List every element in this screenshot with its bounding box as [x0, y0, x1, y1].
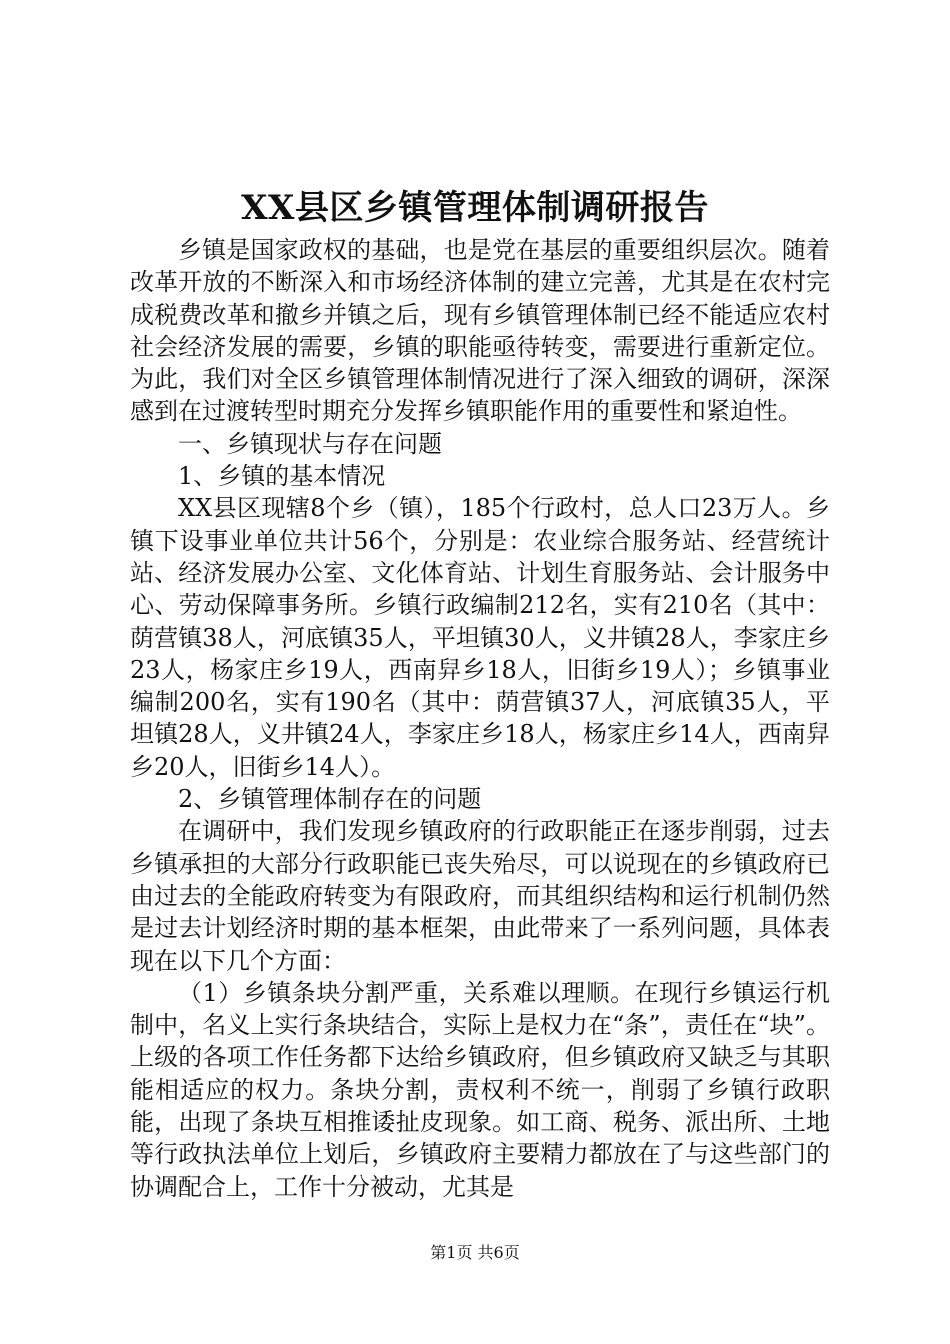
document-body — [130, 234, 830, 1203]
paragraph-basic-info: XX县区现辖8个乡（镇），185个行政村，总人口23万人。乡镇下设事业单位共计56个，分别是：农业综合服务站、经营统计站、经济发展办公室、文化体育站、计划生育服务站、会计服务中心、劳动保障事务所。乡镇行政编制212名，实有210名（其中：荫营镇38人，河底镇35人，平坦镇30人，义井镇28人，李家庄乡23人，杨家庄乡19人，西南舁乡18人，旧街乡19人）；乡镇事业编制200名，实有190名（其中：荫营镇37人，河底镇35人，平坦镇28人，义井镇24人，李家庄乡18人，杨家庄乡14人，西南舁乡20人，旧街乡14人）。 — [130, 494, 830, 781]
paragraph-problem-1: （1）乡镇条块分割严重，关系难以理顺。在现行乡镇运行机制中，名义上实行条块结合，实际上是权力在“条”，责任在“块”。上级的各项工作任务都下达给乡镇政府，但乡镇政府又缺乏与其职能相适应的权力。条块分割，责权利不统一，削弱了乡镇行政职能，出现了条块互相推诿扯皮现象。如工商、税务、派出所、土地等行政执法单位上划后，乡镇政府主要精力都放在了与这些部门的协调配合上，工作十分被动，尤其是 — [130, 978, 830, 1201]
paragraph-problems: 在调研中，我们发现乡镇政府的行政职能正在逐步削弱，过去乡镇承担的大部分行政职能已丧失殆尽，可以说现在的乡镇政府已由过去的全能政府转变为有限政府，而其组织结构和运行机制仍然是过去计划经济时期的基本框架，由此带来了一系列问题，具体表现在以下几个方面： — [130, 817, 830, 975]
paragraph-intro: 乡镇是国家政权的基础，也是党在基层的重要组织层次。随着改革开放的不断深入和市场经济体制的建立完善，尤其是在农村完成税费改革和撤乡并镇之后，现有乡镇管理体制已经不能适应农村社会经济发展的需要，乡镇的职能亟待转变，需要进行重新定位。为此，我们对全区乡镇管理体制情况进行了深入细致的调研，深深感到在过渡转型时期充分发挥乡镇职能作用的重要性和紧迫性。 — [130, 236, 830, 426]
document-title: XX县区乡镇管理体制调研报告 — [241, 188, 709, 228]
section-heading-1: 一、乡镇现状与存在问题 — [178, 429, 442, 458]
subsection-heading-1-2: 2、乡镇管理体制存在的问题 — [178, 785, 482, 814]
subsection-heading-1-1: 1、乡镇的基本情况 — [178, 462, 386, 491]
page-number-footer: 第1页 共6页 — [430, 1243, 520, 1262]
